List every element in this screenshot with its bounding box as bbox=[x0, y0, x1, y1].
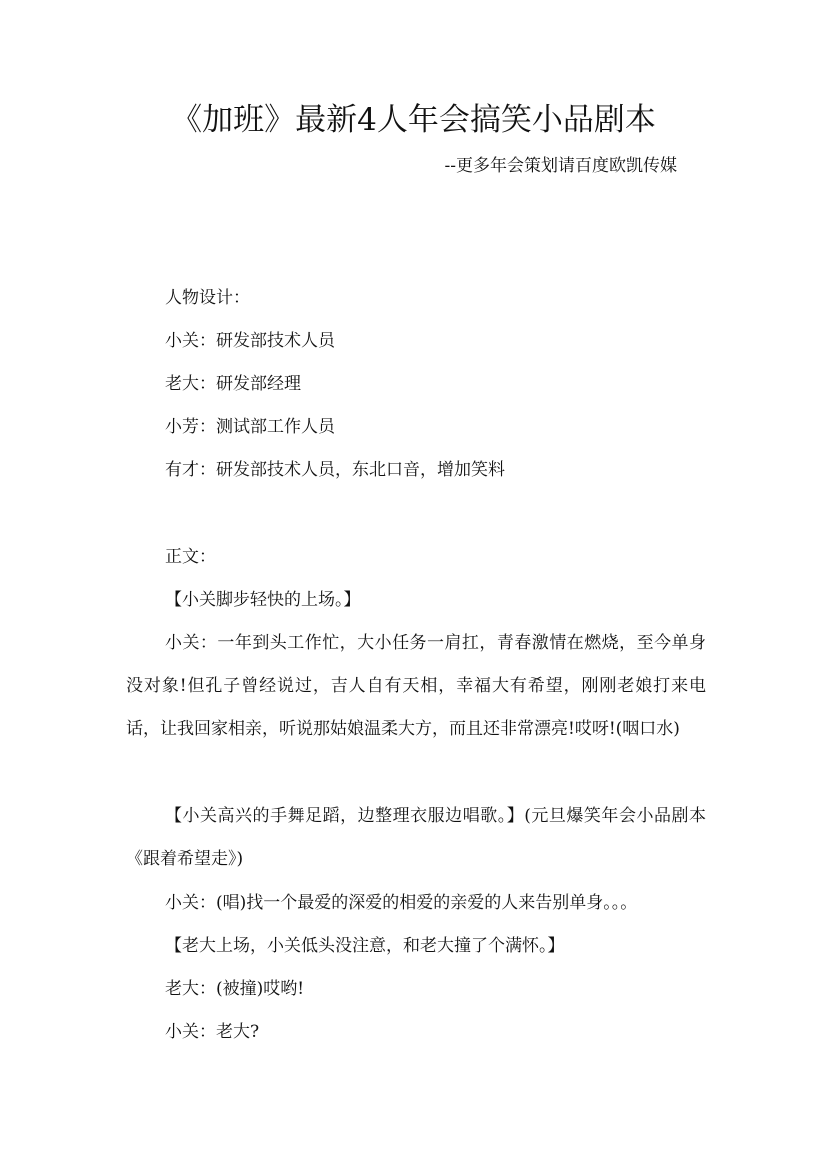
characters-heading: 人物设计： bbox=[165, 288, 250, 308]
dialogue-paragraph: 小关：一年到头工作忙，大小任务一肩扛，青春激情在燃烧，至今单身没对象!但孔子曾经说过，吉人自有天相，幸福大有希望，刚刚老娘打来电话，让我回家相亲，听说那姑娘温柔大方，而且还非常漂亮!哎呀!(咽口水) bbox=[126, 633, 706, 739]
character-item: 老大：研发部经理 bbox=[165, 374, 301, 394]
character-item: 小芳：测试部工作人员 bbox=[165, 417, 335, 437]
body-heading: 正文： bbox=[165, 547, 216, 567]
dialogue-line: 小关：老大? bbox=[165, 1022, 260, 1042]
stage-direction-paragraph: 【小关高兴的手舞足蹈，边整理衣服边唱歌。】(元旦爆笑年会小品剧本《跟着希望走》) bbox=[126, 806, 706, 869]
dialogue-line: 小关：(唱)找一个最爱的深爱的相爱的亲爱的人来告别单身。。。 bbox=[165, 893, 638, 913]
document-title: 《加班》最新4人年会搞笑小品剧本 bbox=[171, 102, 656, 138]
character-item: 小关：研发部技术人员 bbox=[165, 331, 335, 351]
dialogue-line: 老大：(被撞)哎哟! bbox=[165, 979, 305, 999]
character-item: 有才：研发部技术人员，东北口音，增加笑料 bbox=[165, 460, 505, 480]
document-subtitle: --更多年会策划请百度欧凯传媒 bbox=[444, 156, 677, 176]
stage-direction: 【小关脚步轻快的上场。】 bbox=[165, 590, 361, 610]
stage-direction: 【老大上场，小关低头没注意，和老大撞了个满怀。】 bbox=[165, 936, 565, 956]
